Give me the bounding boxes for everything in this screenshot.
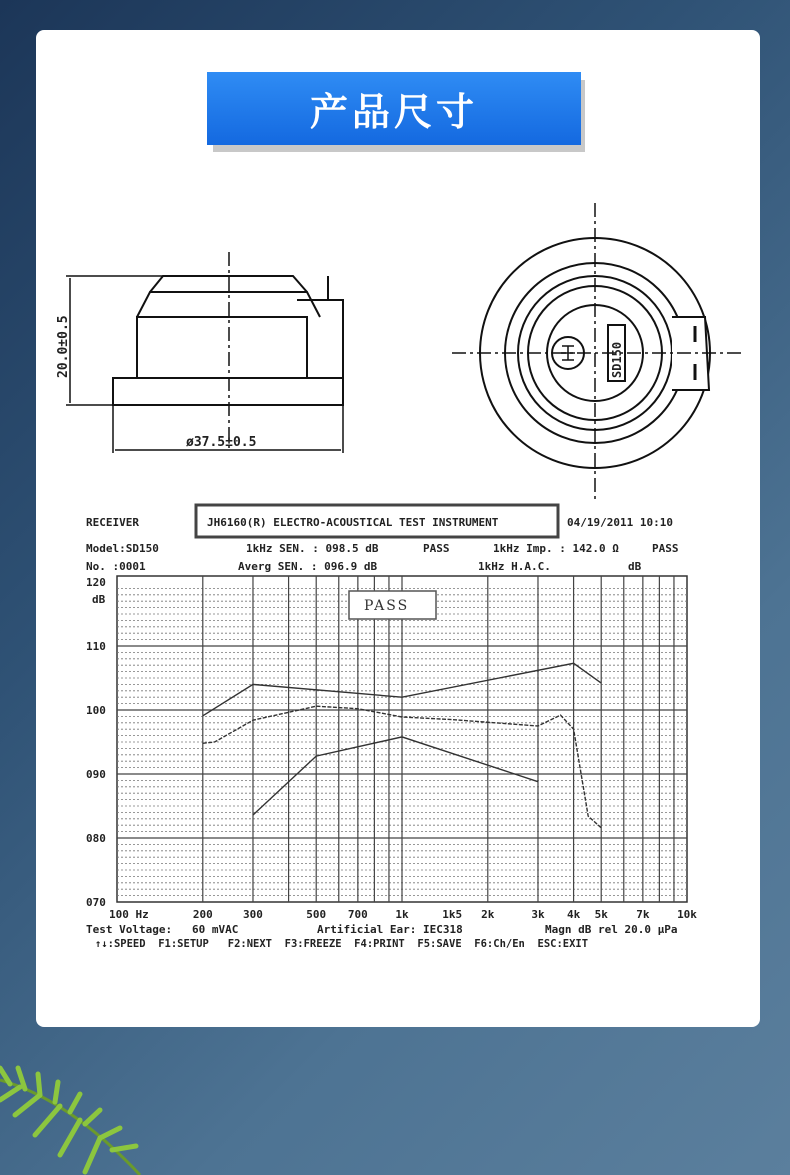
x-tick-label: 10k	[677, 908, 697, 921]
test-voltage: Test Voltage: 60 mVAC	[86, 923, 239, 936]
impedance-1k: 1kHz Imp. : 142.0 Ω	[493, 542, 619, 555]
height-dimension: 20.0±0.5	[56, 315, 71, 378]
y-tick-label: 090	[86, 768, 106, 781]
artificial-ear: Artificial Ear: IEC318	[317, 923, 463, 936]
hac-label: 1kHz H.A.C.	[478, 560, 551, 573]
x-tick-label: 4k	[566, 908, 581, 921]
y-axis-unit: dB	[92, 593, 106, 606]
x-tick-label: 300	[243, 908, 263, 921]
datetime: 04/19/2011 10:10	[567, 516, 673, 529]
y-tick-label: 110	[86, 640, 106, 653]
product-marking: SD150	[610, 341, 624, 378]
x-tick-label: 3k	[531, 908, 545, 921]
section-title-banner: 产品尺寸	[207, 72, 581, 145]
y-tick-label: 100	[86, 704, 106, 717]
x-tick-label: 1k	[395, 908, 409, 921]
frequency-response-chart	[86, 576, 697, 921]
x-tick-label: 500	[306, 908, 327, 921]
receiver-label: RECEIVER	[86, 516, 139, 529]
magnitude-reference: Magn dB rel 20.0 μPa	[545, 923, 678, 936]
side-view-drawing	[66, 252, 343, 453]
serial-number: No. :0001	[86, 560, 146, 573]
model-label: Model:SD150	[86, 542, 159, 555]
impedance-pass: PASS	[652, 542, 679, 555]
x-tick-label: 5k	[594, 908, 608, 921]
hac-unit: dB	[628, 560, 642, 573]
x-tick-label: 700	[347, 908, 368, 921]
key-shortcuts: ↑↓:SPEED F1:SETUP F2:NEXT F3:FREEZE F4:PRINT F5:SAVE F6:Ch/En ESC:EXIT	[95, 938, 589, 950]
x-tick-label: 2k	[481, 908, 495, 921]
x-tick-label: 200	[192, 908, 213, 921]
pass-stamp: PASS	[364, 598, 410, 614]
x-tick-label: 100 Hz	[109, 908, 149, 921]
top-view-drawing	[452, 203, 745, 500]
average-sensitivity: Averg SEN. : 096.9 dB	[238, 560, 378, 573]
instrument-title: JH6160(R) ELECTRO-ACOUSTICAL TEST INSTRUMENT	[207, 516, 499, 529]
y-tick-label: 080	[86, 832, 106, 845]
sensitivity-1k: 1kHz SEN. : 098.5 dB	[246, 542, 379, 555]
palm-leaf-decoration	[0, 1060, 160, 1175]
x-tick-label: 1k5	[442, 908, 463, 921]
x-tick-label: 7k	[636, 908, 650, 921]
y-tick-label: 120	[86, 576, 106, 589]
sensitivity-pass: PASS	[423, 542, 450, 555]
y-tick-label: 070	[86, 896, 106, 909]
diameter-dimension: ø37.5±0.5	[186, 435, 257, 450]
